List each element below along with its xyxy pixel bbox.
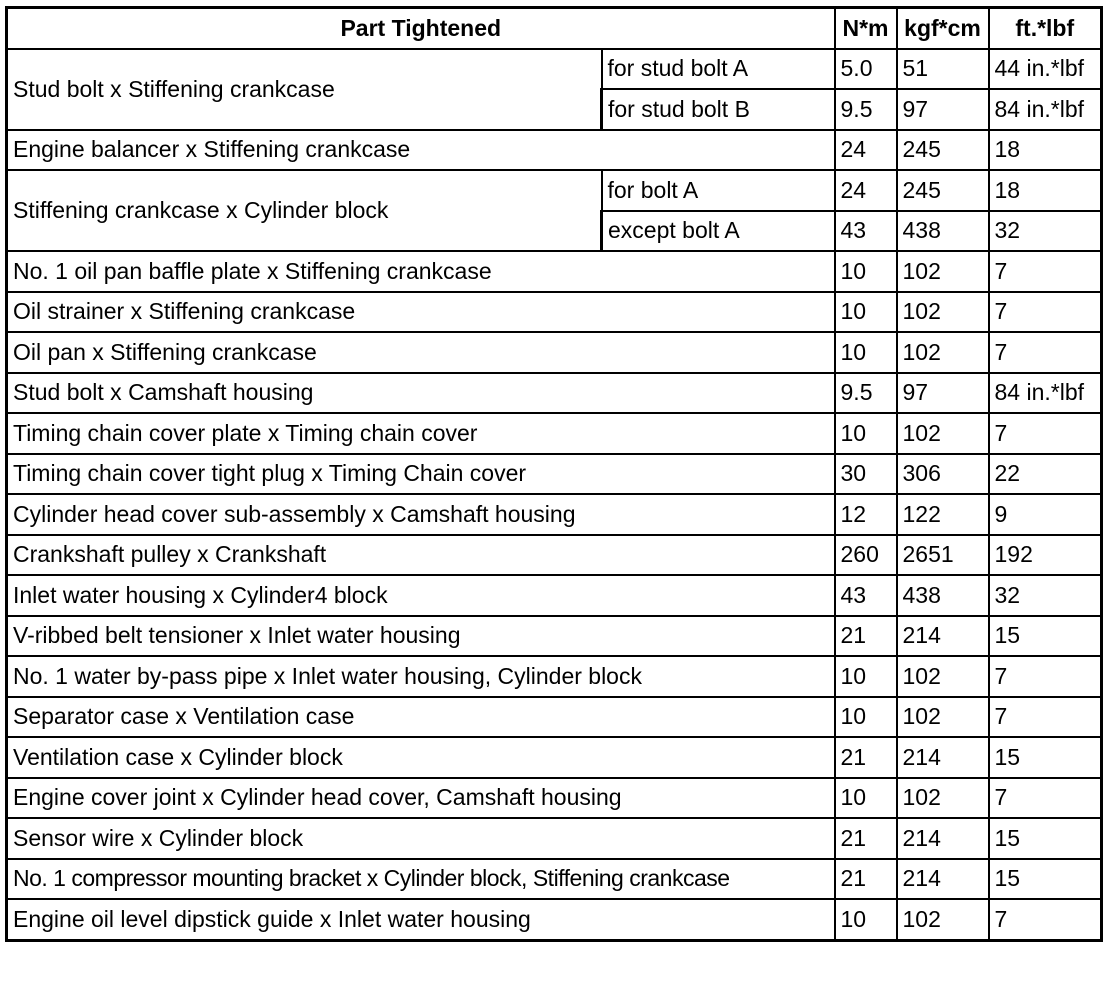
nm-cell: 12 xyxy=(835,494,897,535)
kgfcm-cell: 306 xyxy=(897,454,989,495)
kgfcm-cell: 122 xyxy=(897,494,989,535)
sub-part-cell: for bolt A xyxy=(602,170,835,211)
ftlbf-cell: 18 xyxy=(989,170,1102,211)
nm-cell: 21 xyxy=(835,818,897,859)
nm-cell: 43 xyxy=(835,575,897,616)
part-cell: No. 1 water by-pass pipe x Inlet water housing, Cylinder block xyxy=(7,656,835,697)
kgfcm-cell: 97 xyxy=(897,373,989,414)
part-cell: Stud bolt x Stiffening crankcase xyxy=(7,49,602,130)
kgfcm-cell: 438 xyxy=(897,211,989,252)
part-cell: V-ribbed belt tensioner x Inlet water housing xyxy=(7,616,835,657)
nm-cell: 10 xyxy=(835,656,897,697)
ftlbf-cell: 7 xyxy=(989,292,1102,333)
part-cell: Engine oil level dipstick guide x Inlet water housing xyxy=(7,899,835,940)
table-row xyxy=(7,130,1102,171)
nm-cell: 10 xyxy=(835,899,897,940)
table-row xyxy=(7,49,1102,90)
kgfcm-cell: 438 xyxy=(897,575,989,616)
header-ftlbf: ft.*lbf xyxy=(989,8,1102,49)
ftlbf-cell: 84 in.*lbf xyxy=(989,89,1102,130)
table-row xyxy=(7,737,1102,778)
header-part-tightened: Part Tightened xyxy=(7,8,835,49)
nm-cell: 21 xyxy=(835,737,897,778)
ftlbf-cell: 18 xyxy=(989,130,1102,171)
kgfcm-cell: 245 xyxy=(897,130,989,171)
table-row xyxy=(7,332,1102,373)
part-cell: Ventilation case x Cylinder block xyxy=(7,737,835,778)
ftlbf-cell: 15 xyxy=(989,737,1102,778)
nm-cell: 10 xyxy=(835,697,897,738)
table-row xyxy=(7,454,1102,495)
table-row xyxy=(7,413,1102,454)
ftlbf-cell: 7 xyxy=(989,251,1102,292)
table-row xyxy=(7,373,1102,414)
nm-cell: 24 xyxy=(835,170,897,211)
kgfcm-cell: 214 xyxy=(897,737,989,778)
part-cell: Crankshaft pulley x Crankshaft xyxy=(7,535,835,576)
kgfcm-cell: 102 xyxy=(897,251,989,292)
sub-part-cell: for stud bolt B xyxy=(602,89,835,130)
table-row xyxy=(7,292,1102,333)
ftlbf-cell: 7 xyxy=(989,697,1102,738)
part-cell: Engine balancer x Stiffening crankcase xyxy=(7,130,835,171)
part-cell: Inlet water housing x Cylinder4 block xyxy=(7,575,835,616)
nm-cell: 9.5 xyxy=(835,89,897,130)
ftlbf-cell: 32 xyxy=(989,575,1102,616)
ftlbf-cell: 7 xyxy=(989,899,1102,940)
nm-cell: 10 xyxy=(835,778,897,819)
kgfcm-cell: 102 xyxy=(897,697,989,738)
ftlbf-cell: 7 xyxy=(989,332,1102,373)
ftlbf-cell: 84 in.*lbf xyxy=(989,373,1102,414)
kgfcm-cell: 214 xyxy=(897,859,989,900)
ftlbf-cell: 7 xyxy=(989,656,1102,697)
kgfcm-cell: 245 xyxy=(897,170,989,211)
kgfcm-cell: 102 xyxy=(897,292,989,333)
header-kgfcm: kgf*cm xyxy=(897,8,989,49)
nm-cell: 30 xyxy=(835,454,897,495)
nm-cell: 5.0 xyxy=(835,49,897,90)
part-cell: Timing chain cover plate x Timing chain cover xyxy=(7,413,835,454)
part-cell: Stiffening crankcase x Cylinder block xyxy=(7,170,602,251)
sub-part-cell: except bolt A xyxy=(602,211,835,252)
kgfcm-cell: 2651 xyxy=(897,535,989,576)
part-cell: Oil strainer x Stiffening crankcase xyxy=(7,292,835,333)
part-cell: Stud bolt x Camshaft housing xyxy=(7,373,835,414)
part-cell: Separator case x Ventilation case xyxy=(7,697,835,738)
nm-cell: 24 xyxy=(835,130,897,171)
ftlbf-cell: 7 xyxy=(989,778,1102,819)
nm-cell: 9.5 xyxy=(835,373,897,414)
table-row xyxy=(7,818,1102,859)
part-cell: No. 1 oil pan baffle plate x Stiffening crankcase xyxy=(7,251,835,292)
ftlbf-cell: 15 xyxy=(989,859,1102,900)
table-row xyxy=(7,535,1102,576)
kgfcm-cell: 102 xyxy=(897,332,989,373)
part-cell: Oil pan x Stiffening crankcase xyxy=(7,332,835,373)
part-cell: Engine cover joint x Cylinder head cover, Camshaft housing xyxy=(7,778,835,819)
kgfcm-cell: 102 xyxy=(897,413,989,454)
part-cell: Timing chain cover tight plug x Timing Chain cover xyxy=(7,454,835,495)
ftlbf-cell: 15 xyxy=(989,616,1102,657)
table-row xyxy=(7,656,1102,697)
kgfcm-cell: 102 xyxy=(897,778,989,819)
kgfcm-cell: 102 xyxy=(897,656,989,697)
kgfcm-cell: 97 xyxy=(897,89,989,130)
nm-cell: 10 xyxy=(835,332,897,373)
table-row xyxy=(7,494,1102,535)
table-row xyxy=(7,575,1102,616)
table-row xyxy=(7,859,1102,900)
ftlbf-cell: 44 in.*lbf xyxy=(989,49,1102,90)
table-row xyxy=(7,616,1102,657)
nm-cell: 21 xyxy=(835,859,897,900)
ftlbf-cell: 32 xyxy=(989,211,1102,252)
ftlbf-cell: 15 xyxy=(989,818,1102,859)
ftlbf-cell: 7 xyxy=(989,413,1102,454)
part-cell: Cylinder head cover sub-assembly x Camshaft housing xyxy=(7,494,835,535)
table-row xyxy=(7,899,1102,940)
ftlbf-cell: 9 xyxy=(989,494,1102,535)
table-row xyxy=(7,778,1102,819)
header-row xyxy=(7,8,1102,49)
nm-cell: 10 xyxy=(835,251,897,292)
kgfcm-cell: 51 xyxy=(897,49,989,90)
table-row xyxy=(7,251,1102,292)
ftlbf-cell: 22 xyxy=(989,454,1102,495)
header-nm: N*m xyxy=(835,8,897,49)
ftlbf-cell: 192 xyxy=(989,535,1102,576)
torque-specification-table xyxy=(5,6,1103,942)
nm-cell: 43 xyxy=(835,211,897,252)
kgfcm-cell: 102 xyxy=(897,899,989,940)
table-row xyxy=(7,697,1102,738)
kgfcm-cell: 214 xyxy=(897,818,989,859)
part-cell: No. 1 compressor mounting bracket x Cylinder block, Stiffening crankcase xyxy=(7,859,835,900)
nm-cell: 10 xyxy=(835,292,897,333)
nm-cell: 260 xyxy=(835,535,897,576)
kgfcm-cell: 214 xyxy=(897,616,989,657)
nm-cell: 21 xyxy=(835,616,897,657)
table-row xyxy=(7,170,1102,211)
sub-part-cell: for stud bolt A xyxy=(602,49,835,90)
nm-cell: 10 xyxy=(835,413,897,454)
part-cell: Sensor wire x Cylinder block xyxy=(7,818,835,859)
